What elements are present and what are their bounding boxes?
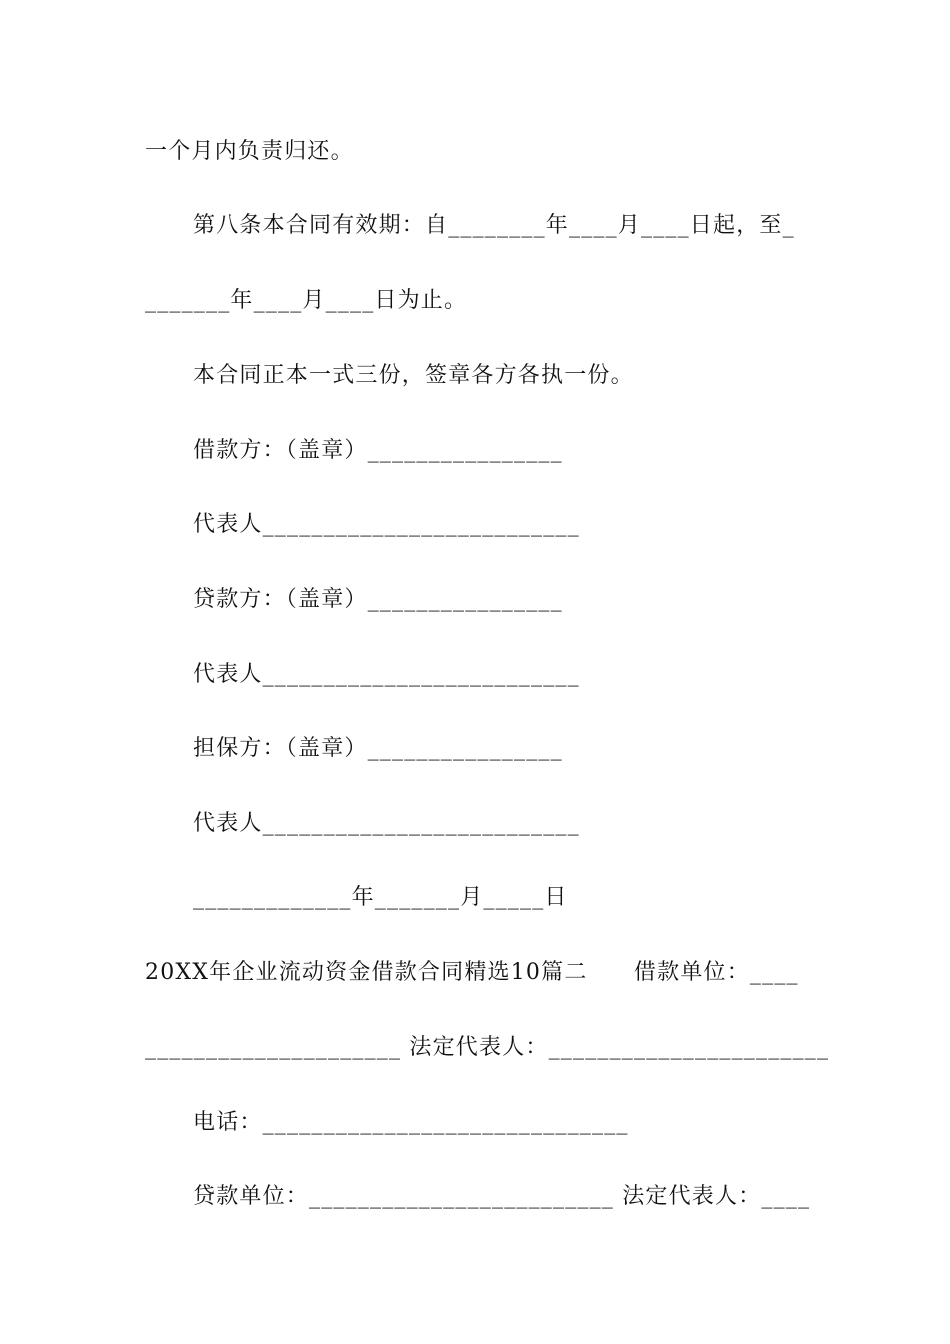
text-line-lending-unit: 贷款单位：_________________________ 法定代表人：____ xyxy=(193,1184,811,1209)
text-line-copies: 本合同正本一式三份，签章各方各执一份。 xyxy=(193,363,634,388)
signature-guarantor-representative: 代表人__________________________ xyxy=(193,811,580,836)
date-line: _____________年_______月_____日 xyxy=(193,885,568,910)
signature-borrower-representative: 代表人__________________________ xyxy=(193,512,580,537)
text-line-article-8: 第八条本合同有效期：自________年____月____日起，至_ xyxy=(193,213,795,238)
text-line-article-8-end: _______年____月____日为止。 xyxy=(145,288,468,313)
text-line-legal-representative: _____________________ 法定代表人：_______________________ xyxy=(145,1035,830,1060)
signature-borrower: 借款方：（盖章）________________ xyxy=(193,438,563,463)
text-line-phone: 电话：______________________________ xyxy=(193,1110,629,1135)
signature-guarantor: 担保方：（盖章）________________ xyxy=(193,736,563,761)
section-heading-contract-2: 20XX年企业流动资金借款合同精选10篇二 借款单位：____ xyxy=(145,960,799,985)
signature-lender-representative: 代表人__________________________ xyxy=(193,662,580,687)
text-line-repay: 一个月内负责归还。 xyxy=(145,139,354,164)
signature-lender: 贷款方：（盖章）________________ xyxy=(193,587,563,612)
